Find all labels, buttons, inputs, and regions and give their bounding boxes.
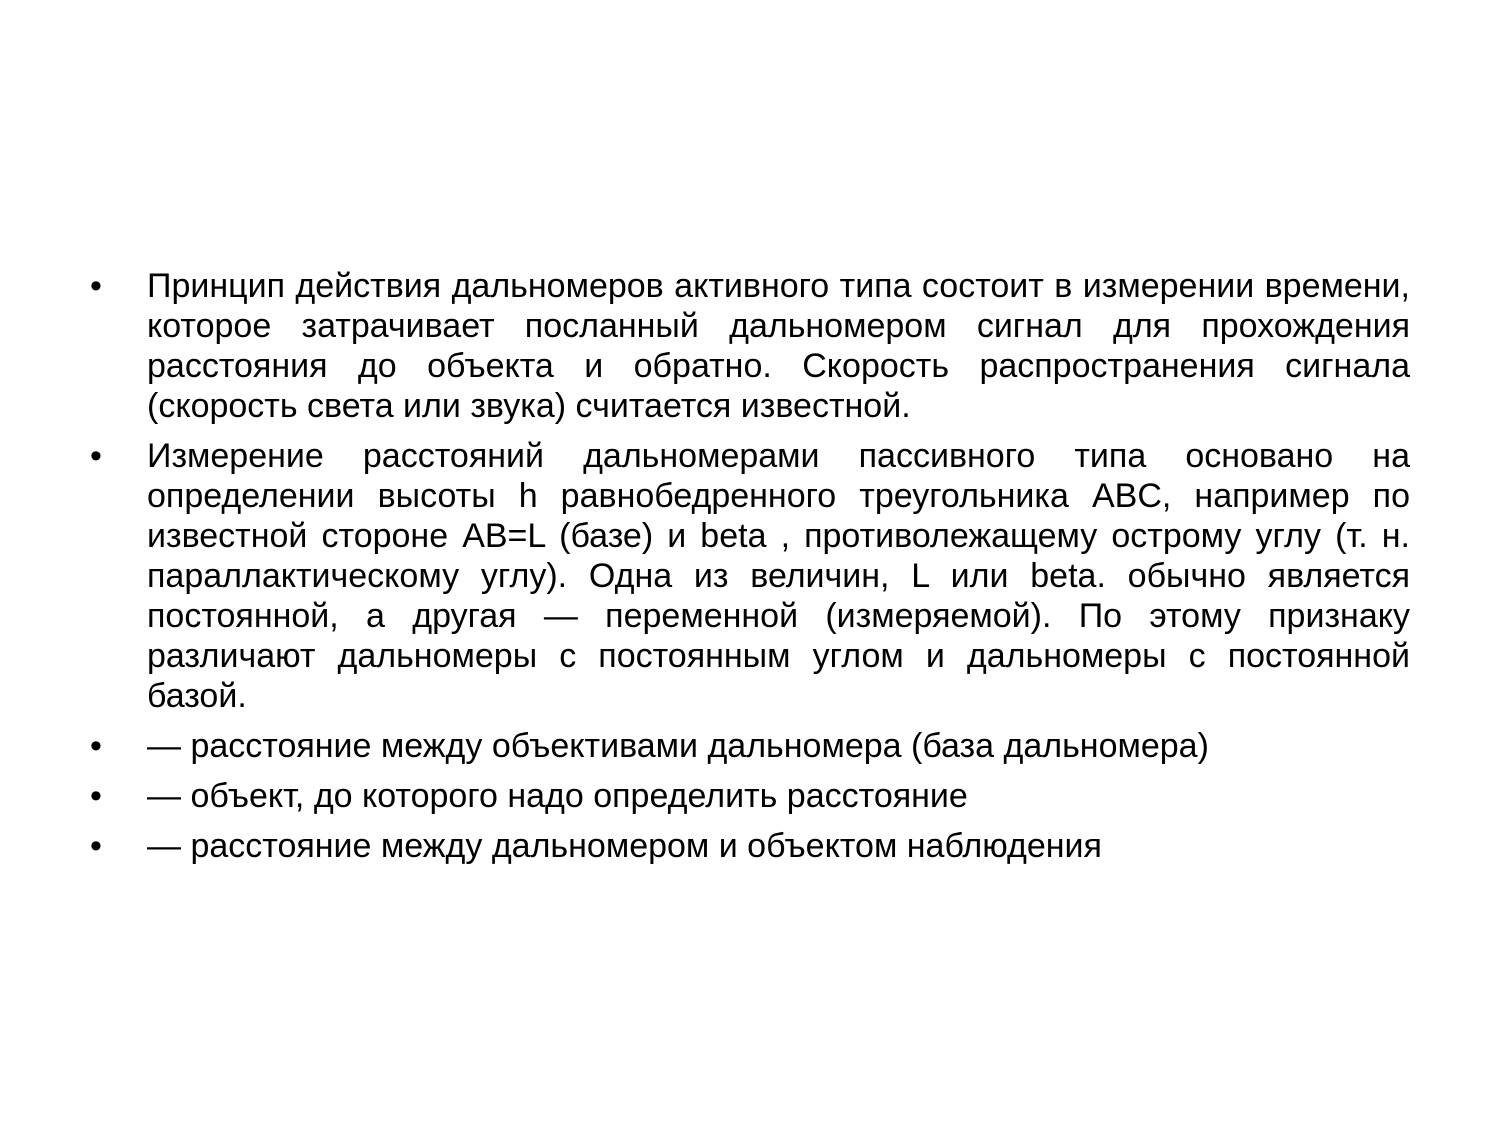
list-item	[90, 266, 1410, 426]
list-item	[90, 826, 1410, 866]
bullet-list	[90, 266, 1410, 866]
slide-content	[90, 266, 1410, 876]
list-item-text: — расстояние между объективами дальномера (база дальномера)	[147, 727, 1209, 765]
list-item	[90, 776, 1410, 816]
bullet-dot-icon: •	[90, 267, 102, 305]
list-item-text: — объект, до которого надо определить расстояние	[147, 777, 968, 815]
list-item-text: Принцип действия дальномеров активного типа состоит в измерении времени, которое затрачивает посланный дальномером сигнал для прохождения расстояния до объекта и обратно. Скорость распространения сигнала (скорость света или звука) считается известной.	[147, 267, 1410, 425]
list-item	[90, 436, 1410, 716]
bullet-dot-icon: •	[90, 827, 102, 865]
bullet-dot-icon: •	[90, 437, 102, 475]
bullet-dot-icon: •	[90, 727, 102, 765]
bullet-dot-icon: •	[90, 777, 102, 815]
list-item	[90, 726, 1410, 766]
list-item-text: Измерение расстояний дальномерами пассивного типа основано на определении высоты h равнобедренного треугольника ABC, например по известной стороне AB=L (базе) и beta , противолежащему острому углу (т. н. параллактическому углу). Одна из величин, L или beta. обычно является постоянной, а другая — переменной (измеряемой). По этому признаку различают дальномеры с постоянным углом и дальномеры с постоянной базой.	[147, 437, 1410, 715]
list-item-text: — расстояние между дальномером и объектом наблюдения	[147, 827, 1102, 865]
